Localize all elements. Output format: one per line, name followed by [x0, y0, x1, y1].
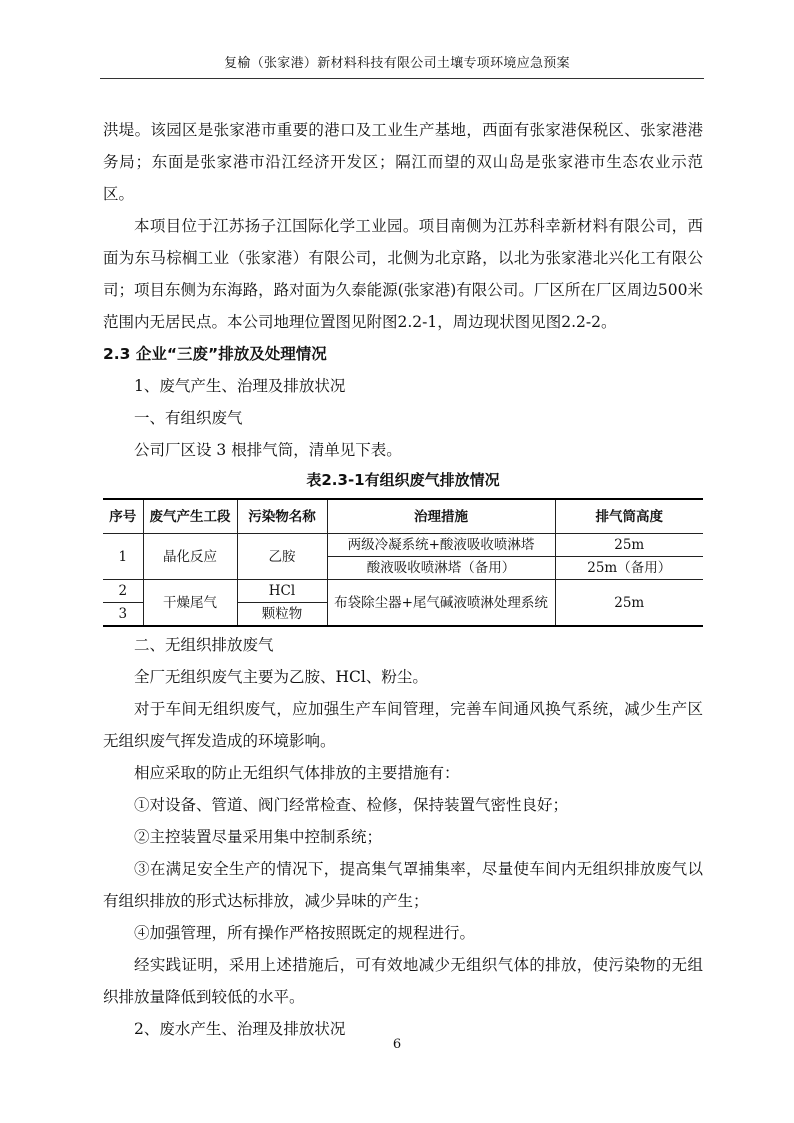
- table-cell: 1: [103, 534, 143, 580]
- table-cell: 乙胺: [237, 534, 327, 580]
- table-cell: 酸液吸收喷淋塔（备用）: [327, 557, 555, 580]
- table-header-row: [103, 499, 703, 534]
- table-cell: 25m: [555, 580, 703, 627]
- table-row: [103, 580, 703, 603]
- paragraph: 经实践证明，采用上述措施后，可有效地减少无组织气体的排放，使污染物的无组织排放量降低到较低的水平。: [103, 956, 703, 1006]
- paragraph: 对于车间无组织废气，应加强生产车间管理，完善车间通风换气系统，减少生产区无组织废气挥发造成的环境影响。: [103, 700, 703, 750]
- table-row: [103, 534, 703, 557]
- list-item: ①对设备、管道、阀门经常检查、检修，保持装置气密性良好；: [134, 796, 569, 814]
- table-cell: 晶化反应: [143, 534, 237, 580]
- paragraph: 1、废气产生、治理及排放状况: [134, 377, 346, 395]
- table-cell: 布袋除尘器+尾气碱液喷淋处理系统: [327, 580, 555, 627]
- table-header-cell: 废气产生工段: [143, 499, 237, 534]
- paragraph: 全厂无组织废气主要为乙胺、HCl、粉尘。: [134, 668, 428, 686]
- list-item: ②主控装置尽量采用集中控制系统；: [134, 828, 383, 846]
- table-cell: 干燥尾气: [143, 580, 237, 627]
- paragraph: 公司厂区设 3 根排气筒，清单见下表。: [134, 441, 402, 459]
- paragraph: 一、有组织废气: [134, 409, 243, 427]
- list-item: ③在满足安全生产的情况下，提高集气罩捕集率，尽量使车间内无组织排放废气以有组织排放的形式达标排放，减少异味的产生；: [103, 860, 703, 910]
- table-cell: 25m: [555, 534, 703, 557]
- section-heading: 2.3 企业“三废”排放及处理情况: [103, 345, 327, 363]
- paragraph: 本项目位于江苏扬子江国际化学工业园。项目南侧为江苏科幸新材料有限公司，西面为东马棕榈工业（张家港）有限公司，北侧为北京路，以北为张家港北兴化工有限公司；项目东侧为东海路，路对面为久泰能源(张家港)有限公司。厂区所在厂区周边500米范围内无居民点。本公司地理位置图见附图2.2-1，周边现状图见图2.2-2。: [103, 217, 703, 331]
- emission-table: [103, 498, 703, 627]
- table-cell: 25m（备用）: [555, 557, 703, 580]
- table-cell: 颗粒物: [237, 603, 327, 627]
- document-body: [103, 114, 703, 1045]
- paragraph: 二、无组织排放废气: [134, 636, 274, 654]
- paragraph: 洪堤。该园区是张家港市重要的港口及工业生产基地，西面有张家港保税区、张家港港务局；东面是张家港市沿江经济开发区；隔江而望的双山岛是张家港市生态农业示范区。: [103, 121, 703, 203]
- paragraph: 相应采取的防止无组织气体排放的主要措施有：: [134, 764, 460, 782]
- table-header-cell: 治理措施: [327, 499, 555, 534]
- table-caption: 表2.3-1有组织废气排放情况: [306, 471, 500, 489]
- table-header-cell: 污染物名称: [237, 499, 327, 534]
- table-header-cell: 序号: [103, 499, 143, 534]
- list-item: ④加强管理，所有操作严格按照既定的规程进行。: [134, 924, 476, 942]
- table-cell: HCl: [237, 580, 327, 603]
- page-header: 复榆（张家港）新材料科技有限公司土壤专项环境应急预案: [224, 56, 570, 71]
- table-header-cell: 排气筒高度: [555, 499, 703, 534]
- table-cell: 3: [103, 603, 143, 627]
- page-number: 6: [392, 1037, 402, 1052]
- paragraph: 2、废水产生、治理及排放状况: [134, 1020, 346, 1038]
- table-cell: 两级冷凝系统+酸液吸收喷淋塔: [327, 534, 555, 557]
- table-cell: 2: [103, 580, 143, 603]
- header-rule: [100, 78, 704, 79]
